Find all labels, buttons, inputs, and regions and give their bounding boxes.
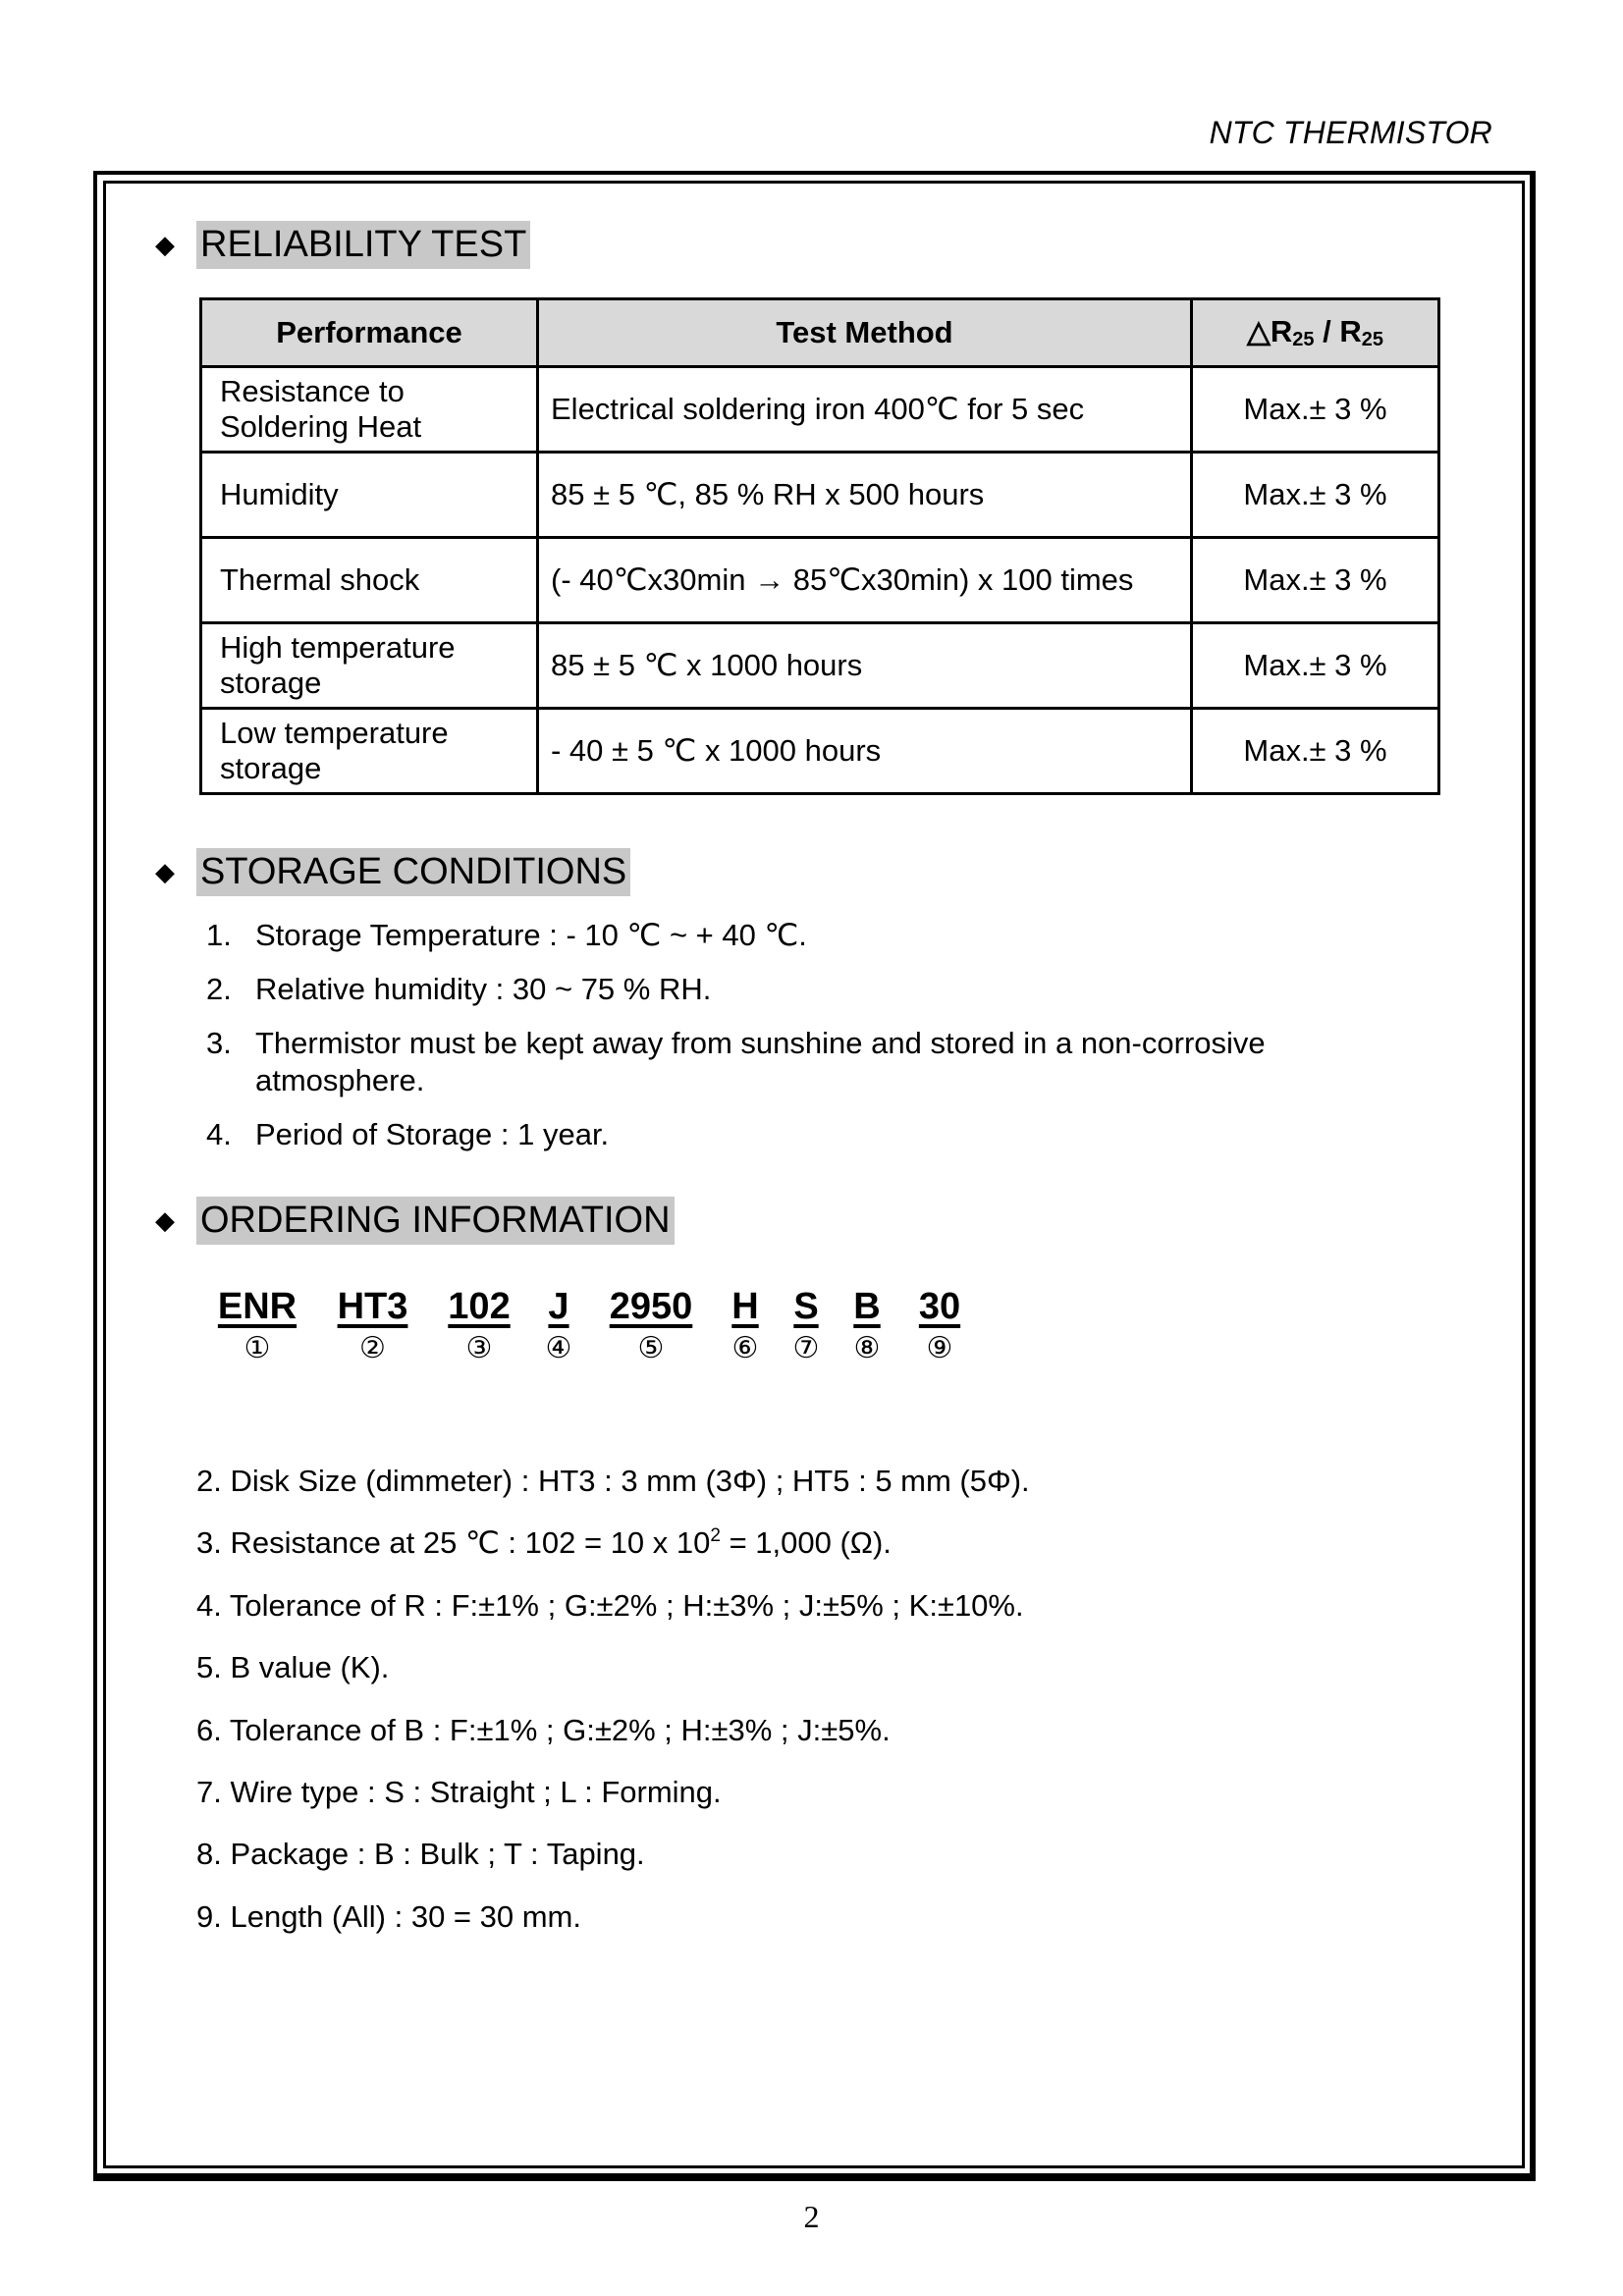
table-row (201, 367, 1439, 453)
code-part-value: S (793, 1286, 819, 1327)
performance-line1: Low temperature (220, 716, 449, 750)
delta-r-divider: / R (1314, 314, 1362, 348)
subscript-25: 25 (1361, 329, 1383, 350)
definition-b-value: 5. B value (K). (196, 1650, 390, 1685)
performance-line1: Humidity (220, 477, 339, 511)
code-part-value: J (548, 1286, 569, 1327)
performance-line2: storage (220, 751, 322, 785)
table-row (201, 453, 1439, 538)
performance-line1: High temperature (220, 630, 456, 665)
code-part-value: 2950 (609, 1286, 693, 1327)
code-part (608, 1284, 694, 1366)
exponent: 2 (710, 1525, 721, 1547)
definition-length: 9. Length (All) : 30 = 30 mm. (196, 1898, 581, 1934)
cell-test-method: (- 40℃x30min → 85℃x30min) x 100 times (538, 538, 1192, 623)
code-part-value: HT3 (337, 1286, 408, 1327)
list-item-text: Relative humidity : 30 ~ 75 % RH. (255, 972, 712, 1006)
delta-r-label: △R (1247, 314, 1293, 348)
ordering-definitions-list (196, 1463, 1030, 1960)
list-item-number: 2. (206, 972, 232, 1006)
column-header-delta-r25 (1192, 299, 1439, 367)
subscript-25: 25 (1292, 329, 1315, 350)
cell-delta: Max.± 3 % (1192, 623, 1439, 709)
table-row (201, 709, 1439, 794)
list-item-number: 3. (206, 1026, 232, 1060)
code-part (792, 1284, 820, 1366)
page-number: 2 (803, 2199, 820, 2234)
code-part-value: H (731, 1286, 759, 1327)
cell-performance (201, 367, 538, 453)
reliability-test-table (199, 297, 1440, 795)
definition-tolerance-r: 4. Tolerance of R : F:±1% ; G:±2% ; H:±3% ; J:±5% ; K:±10%. (196, 1587, 1024, 1623)
definition-package: 8. Package : B : Bulk ; T : Taping. (196, 1837, 645, 1872)
definition-disk-size: 2. Disk Size (dimmeter) : HT3 : 3 mm (3Φ) ; HT5 : 5 mm (5Φ). (196, 1464, 1030, 1498)
resistance-result: = 1,000 (Ω). (720, 1525, 892, 1561)
code-part-index: ③ (465, 1332, 493, 1364)
code-part-index: ④ (545, 1332, 572, 1364)
code-part-index: ⑥ (731, 1332, 759, 1364)
performance-line1: Resistance to (220, 374, 405, 408)
section-heading-reliability (155, 221, 530, 269)
list-item-number: 4. (206, 1117, 232, 1151)
table-row (201, 538, 1439, 623)
code-part-index: ⑦ (792, 1332, 820, 1364)
diamond-bullet-icon: ◆ (155, 1205, 175, 1235)
code-part-index: ⑧ (853, 1332, 881, 1364)
table-row (201, 623, 1439, 709)
code-part-value: 30 (918, 1286, 961, 1327)
cell-delta: Max.± 3 % (1192, 367, 1439, 453)
storage-conditions-list (206, 917, 1404, 1170)
code-part (547, 1284, 570, 1366)
column-header-performance: Performance (201, 299, 538, 367)
list-item-text: Period of Storage : 1 year. (255, 1117, 610, 1151)
code-part-index: ② (359, 1332, 386, 1364)
column-header-test-method: Test Method (538, 299, 1192, 367)
definition-tolerance-b: 6. Tolerance of B : F:±1% ; G:±2% ; H:±3% ; J:±5%. (196, 1712, 891, 1747)
cell-test-method: - 40 ± 5 ℃ x 1000 hours (538, 709, 1192, 794)
table-header-row (201, 299, 1439, 367)
code-part-index: ① (243, 1332, 271, 1364)
cell-delta: Max.± 3 % (1192, 709, 1439, 794)
cell-test-method: 85 ± 5 ℃, 85 % RH x 500 hours (538, 453, 1192, 538)
list-item-text: Thermistor must be kept away from sunshine and stored in a non-corrosive atmosphere. (255, 1026, 1266, 1097)
section-title: ORDERING INFORMATION (196, 1197, 675, 1245)
list-item-text: Storage Temperature : - 10 ℃ ~ + 40 ℃. (255, 918, 807, 952)
definition-wire-type: 7. Wire type : S : Straight ; L : Forming. (196, 1774, 722, 1809)
section-heading-storage (155, 848, 630, 896)
code-part (731, 1284, 759, 1366)
performance-line2: storage (220, 666, 322, 700)
list-item (206, 1025, 1404, 1099)
code-part-index: ⑨ (926, 1332, 953, 1364)
diamond-bullet-icon: ◆ (155, 230, 175, 259)
performance-line1: Thermal shock (220, 562, 420, 597)
cell-delta: Max.± 3 % (1192, 453, 1439, 538)
performance-line2: Soldering Heat (220, 409, 422, 444)
code-part (853, 1284, 881, 1366)
code-part (336, 1284, 409, 1366)
code-part-value: ENR (217, 1286, 298, 1327)
code-part (216, 1284, 298, 1366)
cell-delta: Max.± 3 % (1192, 538, 1439, 623)
cell-test-method: 85 ± 5 ℃ x 1000 hours (538, 623, 1192, 709)
part-number-breakdown (216, 1284, 961, 1366)
resistance-text: 3. Resistance at 25 ℃ : 102 = 10 x 10 (196, 1525, 711, 1561)
list-item (206, 1116, 1404, 1153)
code-part (918, 1284, 961, 1366)
definition-resistance (196, 1524, 1030, 1586)
code-part (447, 1284, 512, 1366)
code-part-value: 102 (448, 1286, 511, 1327)
diamond-bullet-icon: ◆ (155, 857, 175, 886)
list-item-number: 1. (206, 918, 232, 952)
code-part-index: ⑤ (637, 1332, 665, 1364)
list-item (206, 971, 1404, 1008)
cell-performance (201, 538, 538, 623)
code-part-value: B (853, 1286, 881, 1327)
running-header-title: NTC THERMISTOR (1209, 115, 1492, 150)
list-item (206, 917, 1404, 954)
cell-performance (201, 453, 538, 538)
cell-test-method: Electrical soldering iron 400℃ for 5 sec (538, 367, 1192, 453)
cell-performance (201, 623, 538, 709)
section-title: RELIABILITY TEST (196, 221, 530, 269)
cell-performance (201, 709, 538, 794)
section-heading-ordering (155, 1197, 675, 1245)
section-title: STORAGE CONDITIONS (196, 848, 630, 896)
